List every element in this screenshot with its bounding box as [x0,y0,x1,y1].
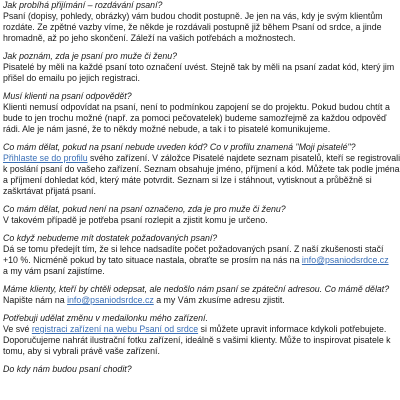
faq-answer: Napište nám na info@psaniodsrdce.cz a my Vám zkusíme adresu zjistit. [3,295,285,305]
faq-item [3,233,396,277]
facility-registration-link[interactable]: registraci zařízení na webu Psaní od srdce [31,324,199,334]
faq-question: Máme klienty, kteří by chtěli odepsat, ale nedošlo nám psaní se zpáteční adresou. Co mámě dělat? [3,284,390,294]
faq-question: Jak poznám, zda je psaní pro muže či ženu? [3,51,178,61]
faq-question: Do kdy nám budou psaní chodit? [3,364,132,374]
faq-question: Jak probíhá přijímání – rozdávání psaní? [3,0,163,10]
faq-item [3,91,396,135]
answer-text: svého zařízení. V záložce Pisatelé najdete seznam pisatelů, kteří se registrovali [87,153,400,163]
faq-item [3,284,396,306]
email-link[interactable]: info@psaniodsrdce.cz [301,255,389,265]
faq-item [3,0,396,44]
faq-item [3,51,396,84]
faq-item [3,142,400,197]
faq-question: Potřebuji udělat změnu v medailonku mého zařízení. [3,313,208,323]
faq-answer: Klienti nemusí odpovídat na psaní, není to podmínkou zapojení se do projektu. Pokud budou chtít a bude to jen trochu možné (např. za pomoci pečovatelek) budeme samozřejmě za každou odpověď rádi. Ale je nám jasné, že to někdy možné nebude, a tak i to pisatelé komunikujeme. [3,102,390,134]
email-link[interactable]: info@psaniodsrdce.cz [67,295,154,305]
faq-answer: V takovém případě je potřeba psaní rozlepit a zjistit komu je určeno. [3,215,268,225]
faq-answer: Ve své registraci zařízení na webu Psaní od srdce si můžete upravit informace kdykoli potřebujete. Doporučujeme nahrát ilustrační fotku zařízení, ideálně s vašimi klienty. Může to inspirovat pisatele k tomu, aby si vybrali právě vaše zařízení. [3,324,391,356]
profile-login-link[interactable]: Přihlaste se do profilu [3,153,88,163]
faq-question: Co mám dělat, pokud není na psaní označeno, zda je pro muže či ženu? [3,204,286,214]
faq-answer: Dá se tomu předejít tím, že si lehce nadsadíte počet požadovaných psaní. Z naší zkušenosti stačí +10 %. Nicméně pokud by tato situace nastala, obraťte se prosím na nás na info@psaniodsrdce.cz a my vám psaní zajistíme. [3,244,389,276]
faq-question: Co mám dělat, pokud na psaní nebude uveden kód? Co v profilu znamená "Moji pisatelé"? [3,142,356,152]
faq-answer: Pisatelé by měli na každé psaní toto označení uvést. Stejně tak by měli na psaní zadat kód, který jim přišel do emailu po jejich registraci. [3,62,395,83]
faq-item [3,364,396,375]
faq-item [3,204,396,226]
faq-answer: Psaní (dopisy, pohledy, obrázky) vám budou chodit postupně. Je jen na vás, kdy je svým klientům rozdáte. Ze zpětné vazby víme, že někde je rozdávali postupně již během Psaní od srdce, a jinde hromadně, až po jeho skončení. Záleží na vašich potřebách a možnostech. [3,11,383,43]
faq-item [3,313,396,357]
faq-answer: Přihlaste se do profilu svého zařízení. V záložce Pisatelé najdete seznam pisatelů, kteří se registrovali k poslání psaní do vašeho zařízení. Seznam obsahuje jméno, příjmení a kód. Můžete tak podle jména a příjmení dohledat kód, který máte potvrdit. Seznam si lze i stáhnout, vytisknout a průběžně si zaškrtávat přijatá psaní. [3,153,400,196]
faq-question: Co když nebudeme mít dostatek požadovaných psaní? [3,233,218,243]
faq-question: Musí klienti na psaní odpovědět? [3,91,132,101]
